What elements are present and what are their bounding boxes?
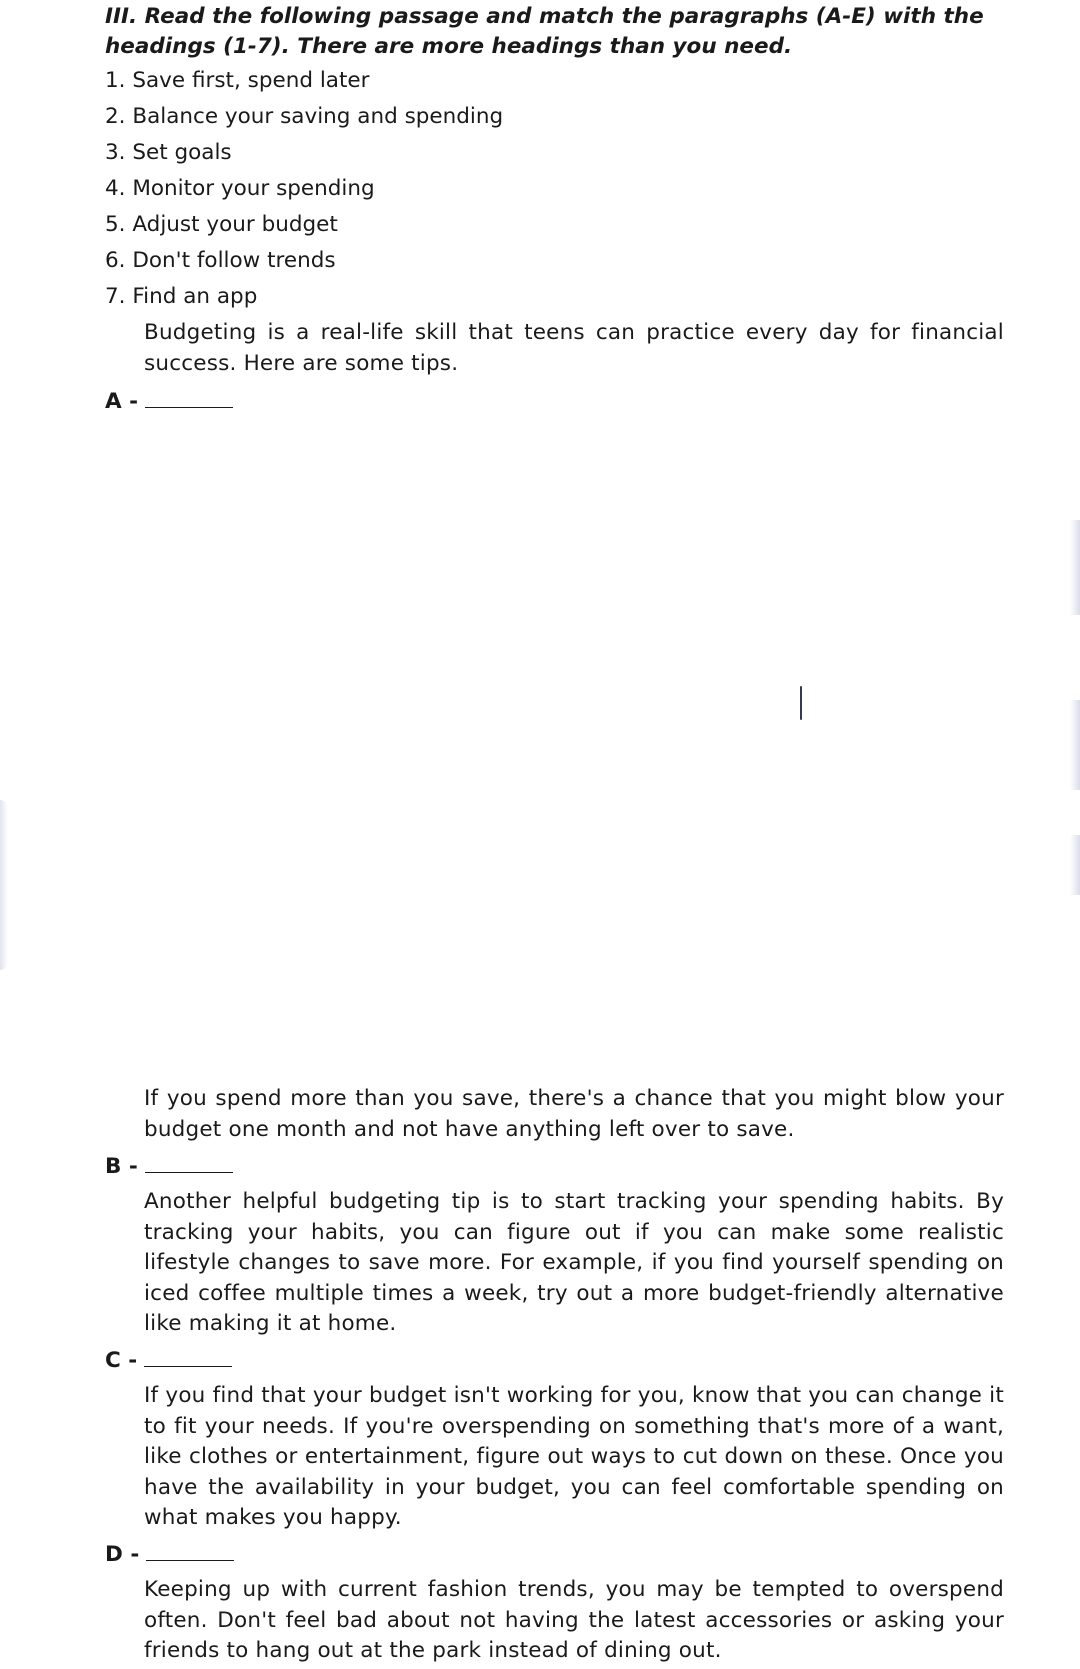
answer-blank-a[interactable] xyxy=(145,387,233,408)
answer-row-d xyxy=(105,1540,234,1570)
answer-row-a xyxy=(105,387,233,417)
answer-blank-b[interactable] xyxy=(145,1152,233,1173)
headings-list xyxy=(105,66,503,318)
paragraph-label-c: C - xyxy=(105,1348,138,1373)
paragraph-label-d: D - xyxy=(105,1542,140,1567)
paragraph-label-a: A - xyxy=(105,389,139,414)
paragraph-c: If you find that your budget isn't working for you, know that you can change it to fit your needs. If you're overspending on something that's more of a want, like clothes or entertainment, figure out ways to cut down on these. Once you have the availability in your budget, you can feel comfortable spending on what makes you happy. xyxy=(144,1383,1004,1530)
heading-item: 6. Don't follow trends xyxy=(105,248,336,273)
paragraph-a: If you spend more than you save, there's a chance that you might blow your budget one month and not have anything left over to save. xyxy=(144,1086,1004,1142)
heading-item: 1. Save first, spend later xyxy=(105,68,370,93)
scan-edge-shadow xyxy=(1070,700,1080,790)
scan-edge-shadow xyxy=(1070,520,1080,615)
heading-item: 7. Find an app xyxy=(105,284,258,309)
scan-edge-shadow xyxy=(0,800,8,970)
heading-item: 5. Adjust your budget xyxy=(105,212,338,237)
intro-paragraph: Budgeting is a real-life skill that teens can practice every day for financial success. Here are some tips. xyxy=(144,320,1004,376)
scan-edge-shadow xyxy=(1070,835,1080,895)
heading-item: 4. Monitor your spending xyxy=(105,176,375,201)
answer-blank-d[interactable] xyxy=(146,1540,234,1561)
paragraph-b: Another helpful budgeting tip is to start tracking your spending habits. By tracking your habits, you can figure out if you can make some realistic lifestyle changes to save more. For example, if you find yourself spending on iced coffee multiple times a week, try out a more budget-friendly alternative like making it at home. xyxy=(144,1189,1004,1336)
answer-blank-c[interactable] xyxy=(144,1346,232,1367)
answer-row-c xyxy=(105,1346,232,1376)
paragraph-label-b: B - xyxy=(105,1154,138,1179)
heading-item: 3. Set goals xyxy=(105,140,232,165)
heading-item: 2. Balance your saving and spending xyxy=(105,104,504,129)
answer-row-b xyxy=(105,1152,233,1182)
exercise-instruction: III. Read the following passage and match the paragraphs (A-E) with the headings (1-7). There are more headings than you need. xyxy=(105,4,984,59)
scan-mark xyxy=(800,686,802,720)
paragraph-d: Keeping up with current fashion trends, you may be tempted to overspend often. Don't feel bad about not having the latest accessories or asking your friends to hang out at the park instead of dining out. xyxy=(144,1577,1004,1663)
